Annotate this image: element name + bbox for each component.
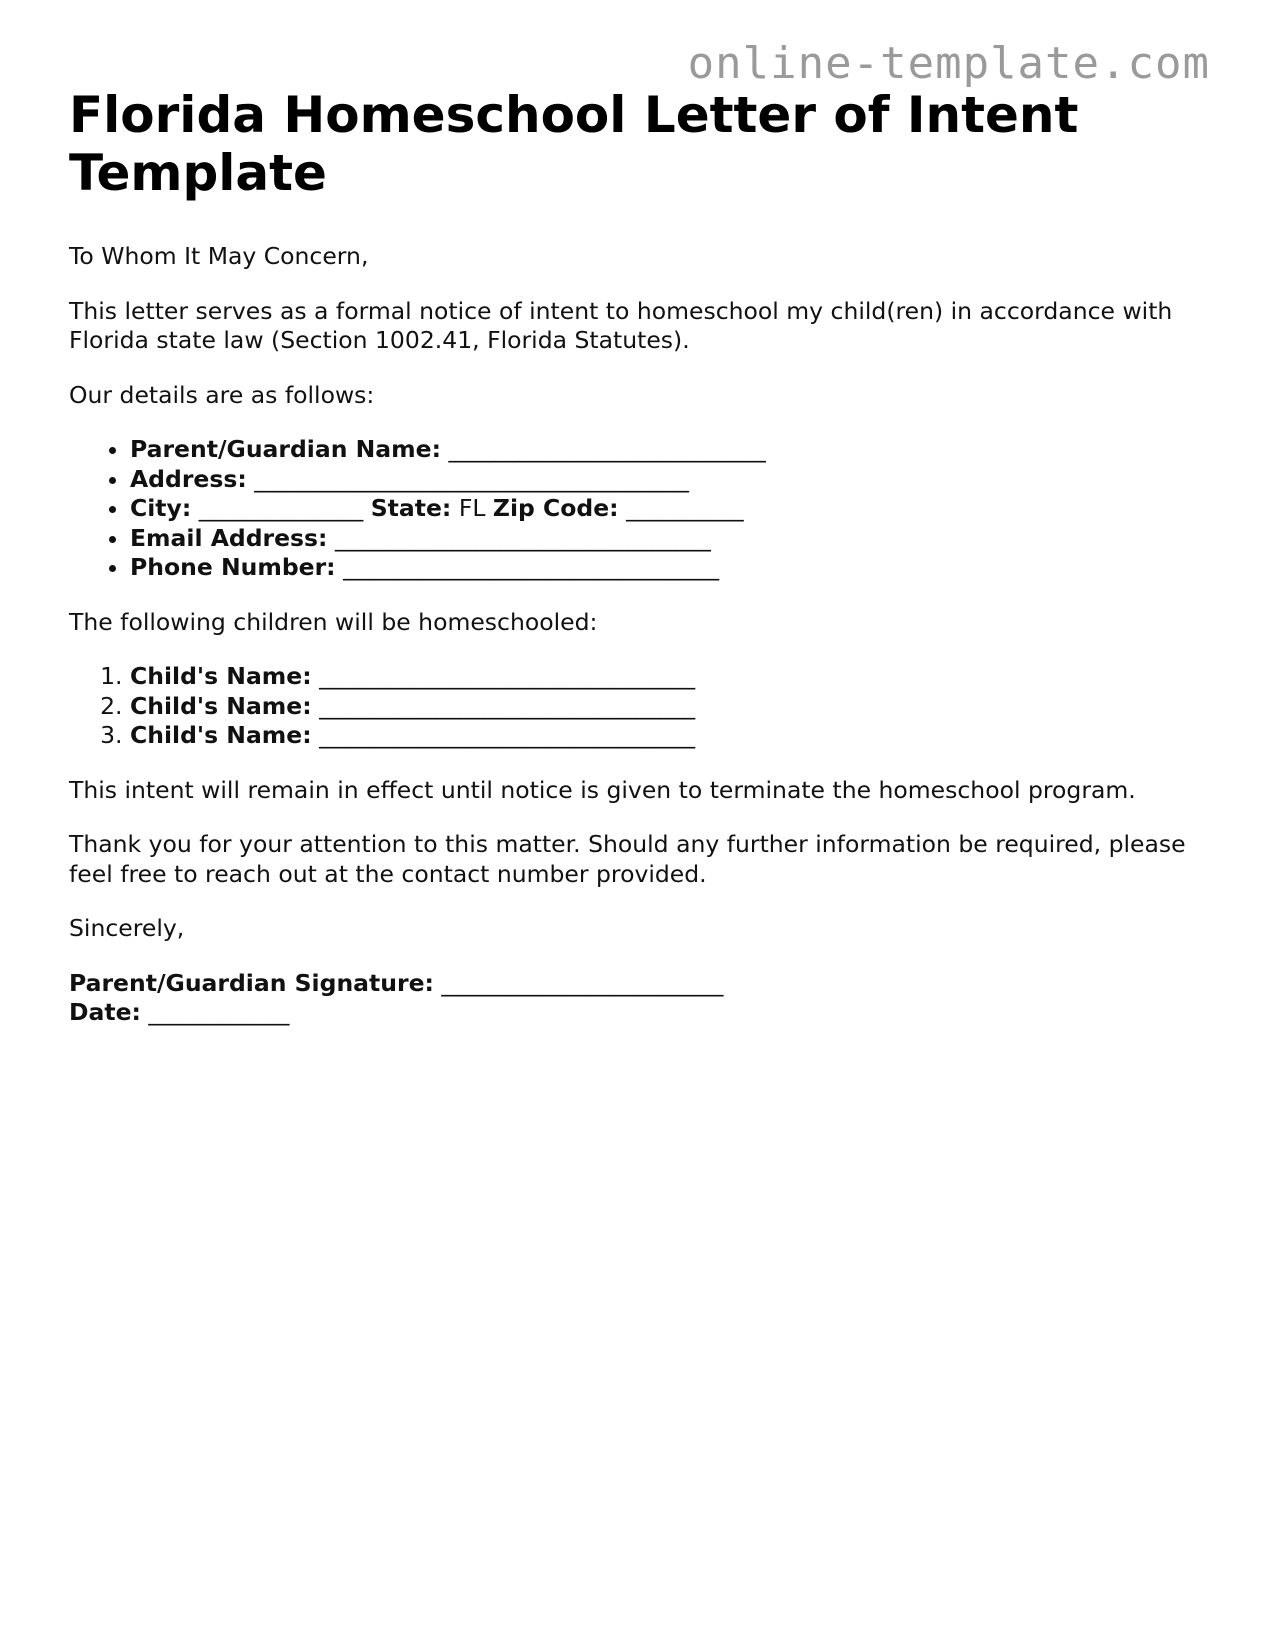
child-item [130, 692, 1209, 722]
child-item [130, 662, 1209, 692]
children-list [69, 662, 1209, 751]
phone-item [130, 553, 1209, 583]
document-title: Florida Homeschool Letter of Intent Template [69, 86, 1079, 202]
parent-name-field[interactable]: ___________________________ [448, 435, 766, 463]
children-heading: The following children will be homeschooled: [69, 607, 598, 636]
date-line [69, 998, 1209, 1028]
closing: Sincerely, [69, 914, 185, 942]
email-field[interactable]: ________________________________ [334, 523, 711, 552]
address-item [130, 465, 1209, 495]
address-field[interactable]: _____________________________________ [254, 464, 689, 493]
parent-name-label: Parent/Guardian Name: [130, 435, 441, 463]
child-name-field[interactable]: ________________________________ [319, 662, 696, 690]
city-field[interactable]: ______________ [198, 494, 364, 522]
child-name-label: Child's Name: [130, 662, 312, 690]
city-state-zip-item [130, 494, 1209, 524]
state-label: State: [370, 494, 452, 522]
state-value: FL [458, 494, 486, 522]
date-field[interactable]: ____________ [148, 998, 290, 1026]
child-name-field[interactable]: ________________________________ [319, 691, 696, 720]
parent-name-item [130, 435, 1209, 465]
phone-field[interactable]: ________________________________ [343, 553, 720, 581]
thanks-paragraph: Thank you for your attention to this matter. Should any further information be required, please feel free to reach out at the contact number provided. [69, 830, 1186, 888]
remain-paragraph: This intent will remain in effect until notice is given to terminate the homeschool program. [69, 775, 1136, 804]
child-name-label: Child's Name: [130, 721, 312, 749]
signature-block [69, 969, 1209, 1028]
zip-label: Zip Code: [492, 494, 619, 522]
child-item [130, 721, 1209, 751]
details-heading: Our details are as follows: [69, 380, 375, 409]
signature-label: Parent/Guardian Signature: [69, 968, 434, 997]
salutation: To Whom It May Concern, [69, 242, 369, 270]
child-name-field[interactable]: ________________________________ [319, 721, 696, 749]
details-list [69, 435, 1209, 583]
date-label: Date: [69, 998, 141, 1026]
email-item [130, 524, 1209, 554]
child-name-label: Child's Name: [130, 691, 312, 720]
signature-field[interactable]: ________________________ [441, 968, 724, 997]
watermark: online-template.com [687, 38, 1210, 89]
signature-line [69, 969, 1209, 999]
zip-field[interactable]: __________ [626, 494, 744, 522]
phone-label: Phone Number: [130, 553, 336, 581]
intro-paragraph: This letter serves as a formal notice of intent to homeschool my child(ren) in accordance with Florida state law (Section 1002.41, Florida Statutes). [69, 296, 1173, 354]
email-label: Email Address: [130, 523, 328, 552]
address-label: Address: [130, 464, 247, 493]
city-label: City: [130, 494, 192, 522]
document [69, 86, 1209, 1028]
